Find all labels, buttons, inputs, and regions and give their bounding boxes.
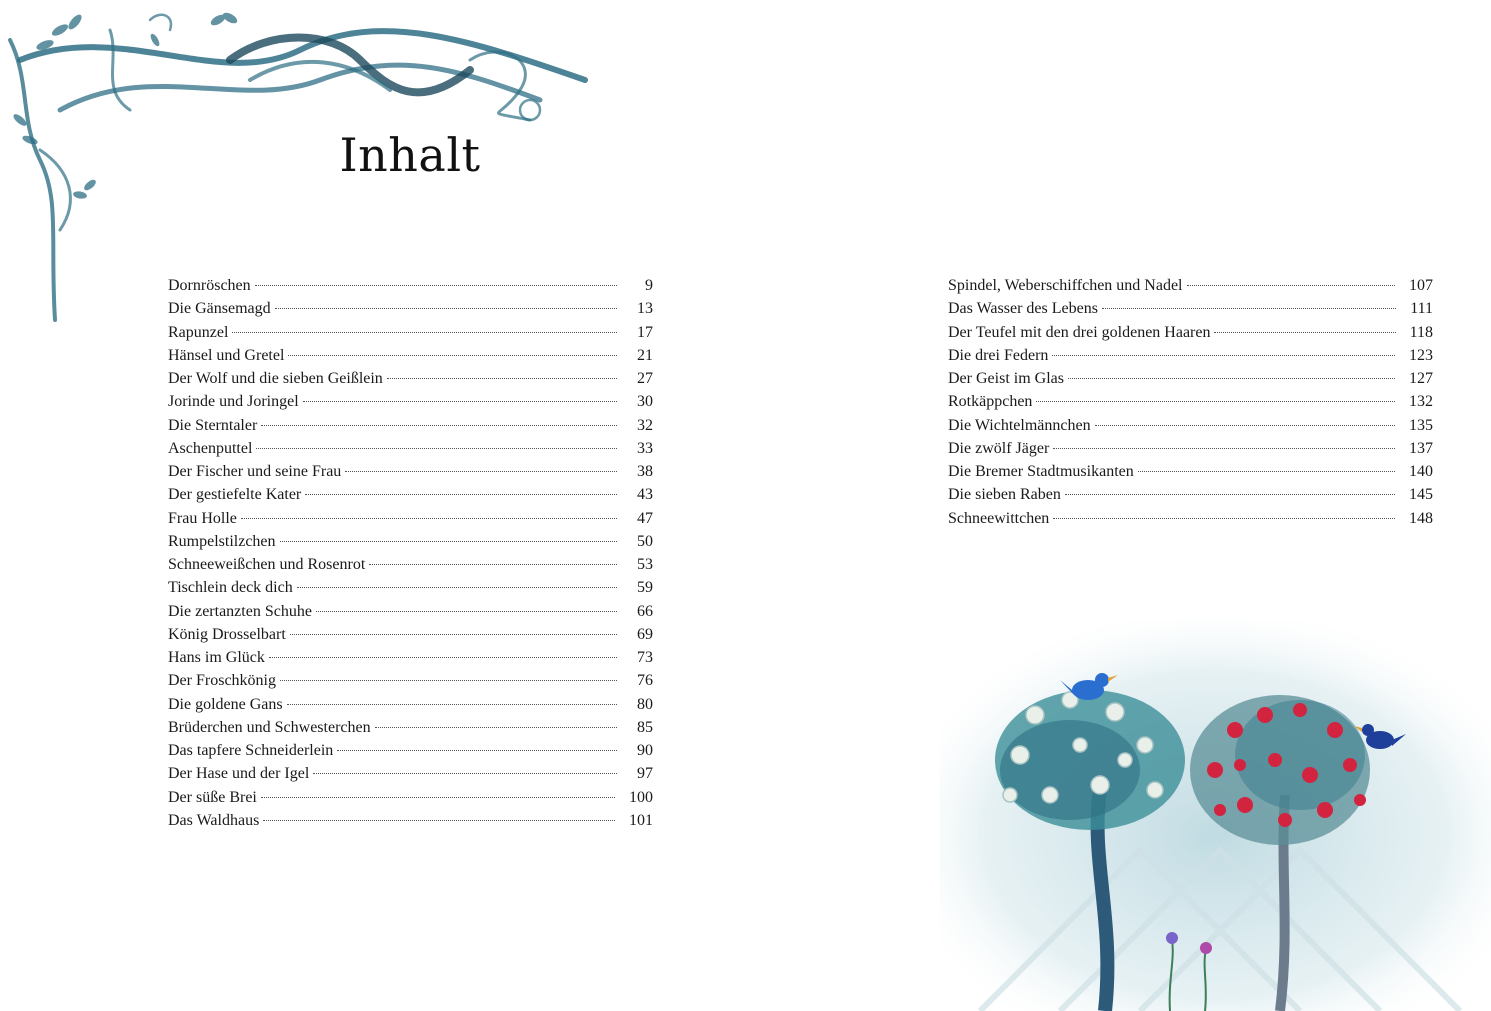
toc-dot-leader: [1187, 285, 1396, 286]
toc-entry-title: Dornröschen: [168, 277, 251, 294]
toc-entry-title: Der Froschkönig: [168, 672, 276, 690]
toc-entry-page: 111: [1410, 300, 1433, 318]
toc-entry-page: 100: [629, 788, 653, 806]
toc-entry-page: 123: [1409, 346, 1433, 364]
toc-entry-page: 9: [645, 277, 653, 294]
toc-entry-page: 145: [1409, 486, 1433, 504]
toc-dot-leader: [1053, 448, 1395, 449]
toc-entry: [948, 437, 1433, 460]
toc-entry: [168, 414, 653, 437]
toc-entry: [948, 274, 1433, 297]
toc-entry: [948, 414, 1433, 437]
toc-entry: [168, 507, 653, 530]
toc-entry-title: Der gestiefelte Kater: [168, 486, 302, 504]
toc-entry-page: 33: [637, 439, 653, 457]
toc-entry-page: 140: [1409, 463, 1433, 480]
toc-entry: [168, 344, 653, 367]
toc-dot-leader: [1138, 471, 1395, 472]
toc-entry-title: Hans im Glück: [168, 649, 265, 666]
rose-trees-illustration-icon: [940, 620, 1491, 1011]
toc-entry-title: Aschenputtel: [168, 439, 253, 457]
toc-entry: [948, 460, 1433, 483]
toc-dot-leader: [297, 587, 617, 588]
toc-dot-leader: [232, 332, 617, 333]
toc-entry: [948, 367, 1433, 390]
toc-entry: [168, 646, 653, 669]
toc-entry-page: 76: [637, 672, 653, 690]
toc-dot-leader: [337, 750, 617, 751]
toc-entry-page: 17: [637, 323, 653, 341]
toc-entry: [948, 507, 1433, 530]
toc-entry-page: 21: [637, 346, 653, 364]
toc-entry-page: 30: [637, 393, 653, 411]
toc-dot-leader: [1065, 494, 1395, 495]
toc-dot-leader: [263, 820, 615, 821]
toc-entry-page: 132: [1409, 393, 1433, 411]
toc-entry-title: Der Geist im Glas: [948, 370, 1064, 387]
toc-dot-leader: [303, 401, 617, 402]
toc-entry-page: 53: [637, 556, 653, 573]
toc-entry: [168, 460, 653, 483]
toc-dot-leader: [1036, 401, 1395, 402]
toc-entry-title: Der Wolf und die sieben Geißlein: [168, 370, 383, 387]
toc-entry-page: 85: [637, 718, 653, 736]
toc-entry-title: Spindel, Weberschiffchen und Nadel: [948, 277, 1183, 294]
toc-entry-title: Rapunzel: [168, 323, 229, 341]
toc-entry-title: Hänsel und Gretel: [168, 346, 285, 364]
toc-entry-title: Das Waldhaus: [168, 811, 260, 829]
toc-dot-leader: [288, 355, 617, 356]
toc-entry-page: 27: [637, 370, 653, 387]
toc-entry: [948, 321, 1433, 344]
toc-dot-leader: [290, 634, 617, 635]
toc-dot-leader: [1095, 425, 1395, 426]
toc-entry-title: Die zwölf Jäger: [948, 439, 1050, 457]
table-of-contents-left: [168, 274, 653, 832]
toc-entry-title: Die sieben Raben: [948, 486, 1061, 504]
toc-entry-title: Die Wichtelmännchen: [948, 416, 1091, 434]
toc-dot-leader: [261, 425, 617, 426]
toc-entry: [168, 739, 653, 762]
toc-entry: [168, 437, 653, 460]
toc-entry-title: König Drosselbart: [168, 625, 286, 643]
toc-dot-leader: [1214, 332, 1395, 333]
toc-dot-leader: [345, 471, 617, 472]
toc-entry: [168, 390, 653, 413]
toc-dot-leader: [280, 680, 617, 681]
toc-entry-title: Der Teufel mit den drei goldenen Haaren: [948, 323, 1211, 341]
toc-entry: [168, 669, 653, 692]
toc-entry: [168, 321, 653, 344]
toc-dot-leader: [375, 727, 617, 728]
toc-dot-leader: [255, 285, 617, 286]
toc-entry-title: Die goldene Gans: [168, 695, 283, 713]
toc-entry-title: Der Hase und der Igel: [168, 765, 310, 783]
toc-dot-leader: [387, 378, 617, 379]
toc-dot-leader: [280, 541, 617, 542]
toc-dot-leader: [269, 657, 617, 658]
table-of-contents-right: [948, 274, 1433, 530]
toc-entry: [948, 297, 1433, 320]
toc-entry-title: Die Gänsemagd: [168, 300, 271, 318]
toc-entry-page: 43: [637, 486, 653, 504]
toc-entry-page: 135: [1409, 416, 1433, 434]
toc-entry-title: Die zertanzten Schuhe: [168, 602, 312, 620]
toc-entry: [168, 553, 653, 576]
toc-entry-title: Rumpelstilzchen: [168, 532, 276, 550]
toc-entry-page: 73: [637, 649, 653, 666]
toc-entry-page: 148: [1409, 509, 1433, 527]
toc-entry: [168, 809, 653, 832]
toc-entry-page: 69: [637, 625, 653, 643]
toc-entry: [168, 576, 653, 599]
toc-entry-page: 118: [1409, 323, 1433, 341]
toc-entry-title: Jorinde und Joringel: [168, 393, 299, 411]
toc-entry: [948, 483, 1433, 506]
toc-dot-leader: [369, 564, 617, 565]
toc-entry: [168, 274, 653, 297]
toc-dot-leader: [256, 448, 617, 449]
toc-entry: [168, 367, 653, 390]
toc-entry: [168, 483, 653, 506]
toc-entry-title: Die Sterntaler: [168, 416, 258, 434]
page-title: Inhalt: [339, 128, 481, 182]
toc-entry-page: 80: [637, 695, 653, 713]
toc-entry: [948, 344, 1433, 367]
toc-entry: [168, 786, 653, 809]
toc-entry-title: Tischlein deck dich: [168, 579, 293, 597]
toc-dot-leader: [1053, 518, 1395, 519]
toc-entry-title: Schneewittchen: [948, 509, 1050, 527]
toc-entry: [168, 530, 653, 553]
toc-entry-page: 127: [1409, 370, 1433, 387]
toc-entry-title: Das tapfere Schneiderlein: [168, 742, 334, 759]
toc-entry-page: 59: [637, 579, 653, 597]
toc-entry-page: 97: [637, 765, 653, 783]
toc-dot-leader: [261, 797, 615, 798]
toc-entry-title: Die drei Federn: [948, 346, 1049, 364]
toc-entry-title: Das Wasser des Lebens: [948, 300, 1098, 318]
toc-entry: [168, 623, 653, 646]
toc-entry-title: Frau Holle: [168, 509, 237, 527]
toc-dot-leader: [313, 773, 617, 774]
toc-dot-leader: [287, 704, 617, 705]
toc-dot-leader: [241, 518, 617, 519]
toc-dot-leader: [1102, 308, 1396, 309]
toc-entry-page: 101: [629, 811, 653, 829]
toc-dot-leader: [1068, 378, 1395, 379]
toc-entry-page: 66: [637, 602, 653, 620]
toc-entry-title: Der Fischer und seine Frau: [168, 463, 342, 480]
toc-entry-title: Rotkäppchen: [948, 393, 1033, 411]
toc-entry-page: 50: [637, 532, 653, 550]
toc-entry-page: 32: [637, 416, 653, 434]
toc-dot-leader: [305, 494, 617, 495]
toc-entry-title: Schneeweißchen und Rosenrot: [168, 556, 366, 573]
toc-entry: [948, 390, 1433, 413]
toc-dot-leader: [275, 308, 617, 309]
toc-entry-page: 47: [637, 509, 653, 527]
toc-entry-page: 13: [637, 300, 653, 318]
toc-entry-title: Brüderchen und Schwesterchen: [168, 718, 371, 736]
toc-entry-page: 137: [1409, 439, 1433, 457]
toc-entry: [168, 693, 653, 716]
toc-entry-page: 107: [1409, 277, 1433, 294]
toc-entry: [168, 297, 653, 320]
toc-dot-leader: [1052, 355, 1395, 356]
toc-entry-title: Die Bremer Stadtmusikanten: [948, 463, 1134, 480]
toc-entry-page: 90: [637, 742, 653, 759]
toc-entry-page: 38: [637, 463, 653, 480]
toc-entry-title: Der süße Brei: [168, 788, 257, 806]
toc-dot-leader: [316, 611, 617, 612]
toc-entry: [168, 762, 653, 785]
toc-entry: [168, 716, 653, 739]
toc-entry: [168, 600, 653, 623]
